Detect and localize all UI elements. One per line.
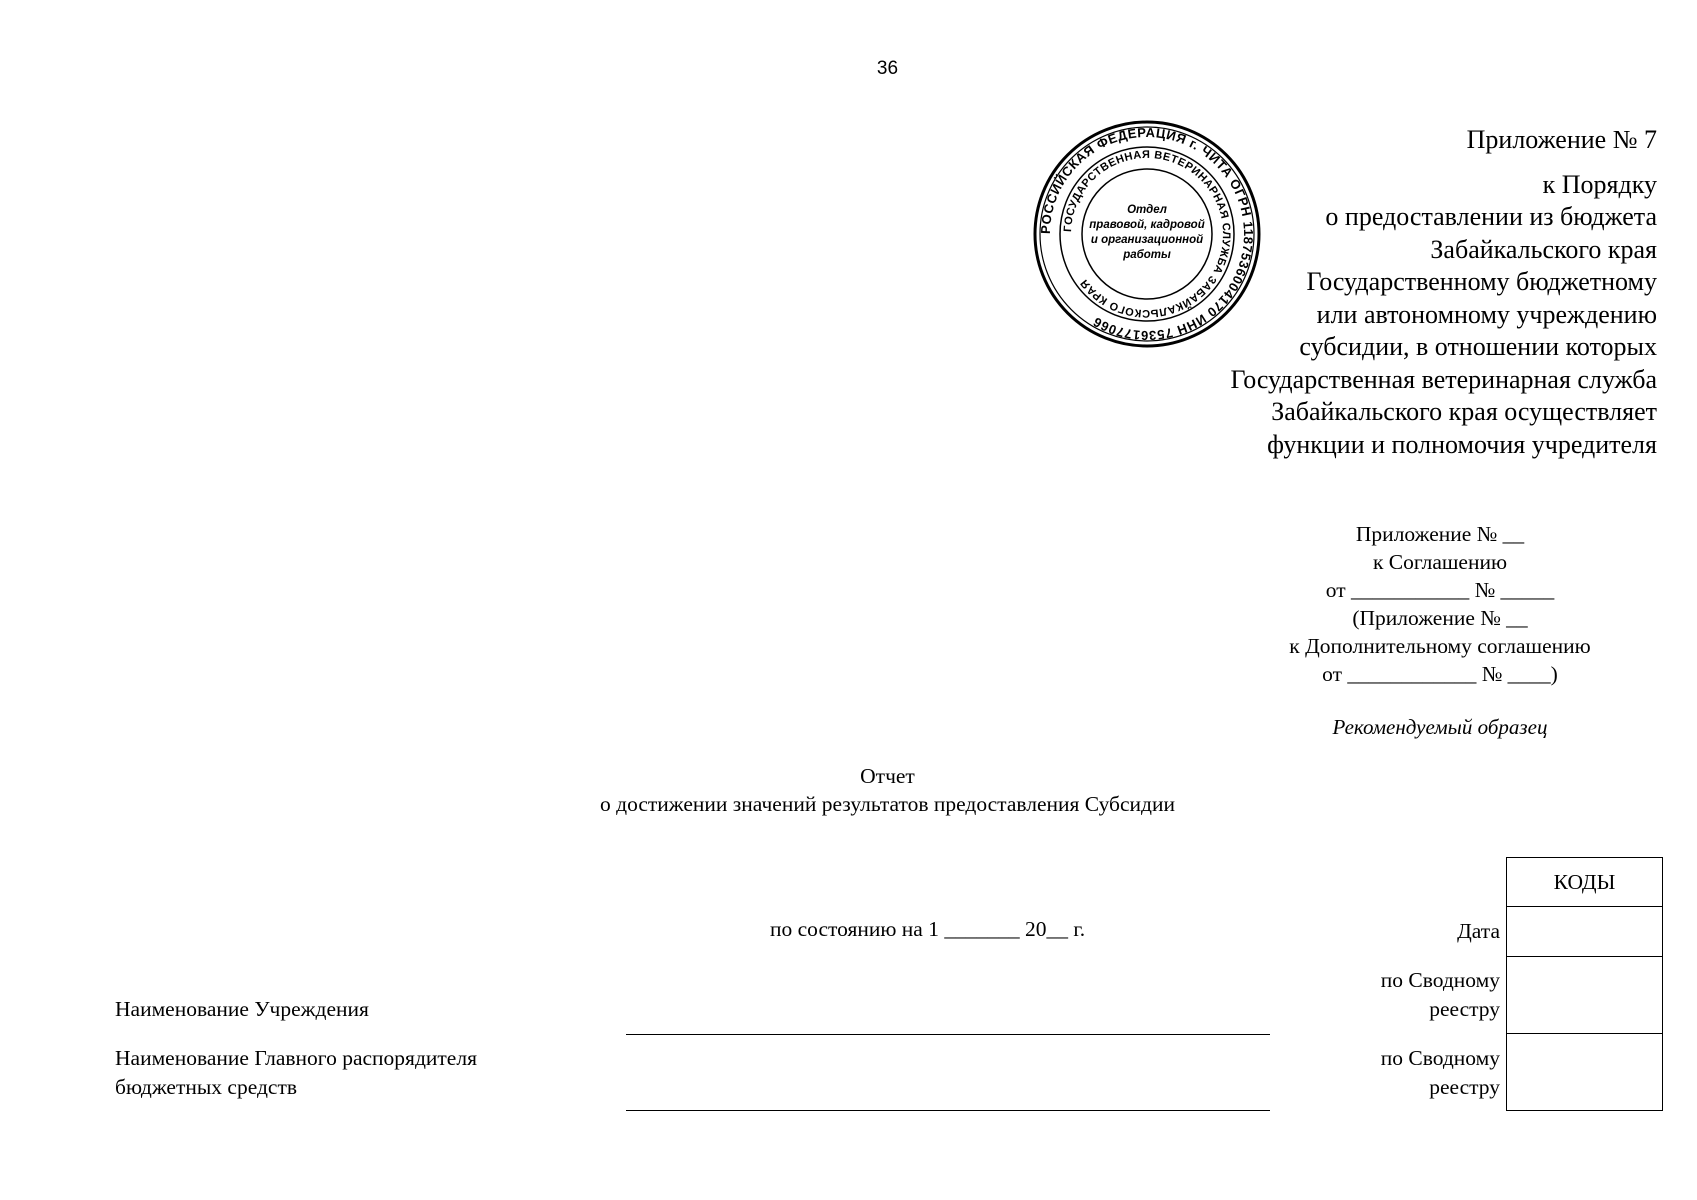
agreement-line: (Приложение № __ — [1352, 606, 1528, 630]
agreement-line: Приложение № __ — [1355, 522, 1525, 546]
seal-center-line: работы — [1123, 249, 1171, 261]
agreement-line: от ____________ № ____) — [1322, 662, 1558, 686]
appendix-line: Государственному бюджетному — [1306, 267, 1657, 296]
seal-inner-ring-text: ГОСУДАРСТВЕННАЯ ВЕТЕРИНАРНАЯ СЛУЖБА ЗАБАЙКАЛЬСКОГО КРАЯ — [1061, 148, 1233, 320]
appendix-line: о предоставлении из бюджета — [1325, 202, 1657, 231]
seal-center-line: правовой, кадровой — [1089, 219, 1205, 231]
date-code-cell[interactable] — [1507, 907, 1663, 957]
as-of-date: по состоянию на 1 _______ 20__ г. — [770, 917, 1086, 941]
agreement-line: к Соглашению — [1372, 550, 1508, 574]
agreement-line: к Дополнительному соглашению — [1289, 634, 1591, 658]
appendix-line: Государственная ветеринарная служба — [1230, 364, 1657, 394]
seal-outer-text: РОССИЙСКАЯ ФЕДЕРАЦИЯ г. ЧИТА ОГРН 1187536004170 ИНН 7536177066 — [1037, 124, 1257, 344]
institution-label: Наименование Учреждения — [115, 997, 369, 1021]
agreement-line: от ___________ № _____ — [1325, 578, 1555, 602]
registry-label-line: по Сводному — [1380, 1046, 1500, 1070]
appendix-line: Забайкальского края осуществляет — [1271, 397, 1657, 426]
grbs-label-line: бюджетных средств — [115, 1075, 298, 1099]
registry-label — [1280, 966, 1500, 1024]
appendix-line: к Порядку — [1542, 169, 1657, 199]
grbs-label — [115, 1044, 477, 1102]
codes-header: КОДЫ — [1507, 858, 1663, 907]
institution-registry-code-cell[interactable] — [1507, 957, 1663, 1034]
report-subtitle: о достижении значений результатов предоставления Субсидии — [600, 792, 1175, 816]
seal-center-line: Отдел — [1127, 204, 1167, 216]
appendix-block — [1097, 124, 1657, 461]
grbs-label-line: Наименование Главного распорядителя — [115, 1046, 477, 1070]
registry-label-line: реестру — [1429, 997, 1500, 1021]
date-label: Дата — [1457, 919, 1500, 943]
registry-label-line: по Сводному — [1380, 968, 1500, 992]
registry-label-line: реестру — [1429, 1075, 1500, 1099]
institution-field-line[interactable] — [626, 1034, 1270, 1035]
codes-table — [1506, 857, 1663, 1111]
report-title: Отчет — [860, 764, 915, 788]
seal-center-line: и организационной — [1090, 234, 1204, 246]
page-number: 36 — [876, 58, 899, 79]
appendix-line: функции и полномочия учредителя — [1267, 429, 1657, 459]
report-heading — [0, 762, 1697, 818]
registry-label — [1280, 1044, 1500, 1102]
agreement-block — [1240, 520, 1640, 688]
grbs-field-line[interactable] — [626, 1110, 1270, 1111]
grbs-registry-code-cell[interactable] — [1507, 1034, 1663, 1111]
appendix-line: Забайкальского края — [1430, 234, 1657, 264]
recommended-sample: Рекомендуемый образец — [1332, 715, 1548, 739]
appendix-line: или автономному учреждению — [1316, 299, 1657, 329]
appendix-title: Приложение № 7 — [1466, 125, 1657, 154]
appendix-line: субсидии, в отношении которых — [1299, 332, 1657, 361]
